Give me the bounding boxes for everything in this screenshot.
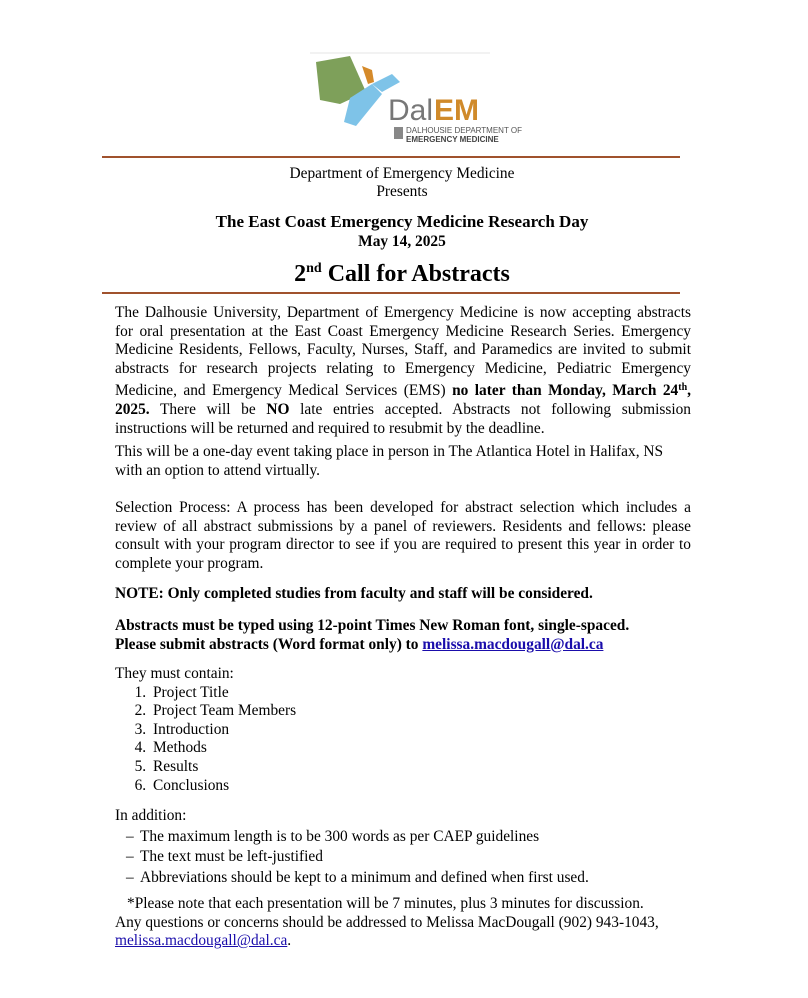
list-item: 5. Results [150, 758, 691, 777]
logo-subtitle-department: DALHOUSIE DEPARTMENT OF [406, 126, 523, 135]
list-item: 2. Project Team Members [150, 702, 691, 721]
list-item: 4. Methods [150, 739, 691, 758]
contact-text: Any questions or concerns should be addressed to Melissa MacDougall (902) 943-1043, [115, 913, 659, 931]
period: . [287, 932, 292, 950]
contents-label: They must contain: [115, 665, 234, 682]
presentation-note: *Please note that each presentation will be 7 minutes, plus 3 minutes for discussion. [127, 895, 644, 912]
list-item: 3. Introduction [150, 721, 691, 740]
svg-text:EM: EM [434, 94, 479, 127]
list-item: 1. Project Title [150, 684, 691, 703]
contents-list [115, 684, 691, 796]
svg-text:Dal: Dal [388, 94, 434, 127]
dalem-logo [310, 52, 523, 152]
selection-paragraph: Selection Process: A process has been developed for abstract selection which includes a review of all abstract submissions by a panel of reviewers. Residents and fellows: please consult with your program director to see if you are required to present this year in order to complete your program. [115, 499, 691, 572]
list-item: – The text must be left-justified [142, 848, 691, 867]
email-link[interactable]: melissa.macdougall@dal.ca [422, 635, 604, 653]
divider [102, 156, 680, 158]
list-item: – Abbreviations should be kept to a minimum and defined when first used. [142, 869, 691, 888]
addition-label: In addition: [115, 807, 187, 824]
intro-paragraph: The Dalhousie University, Department of Emergency Medicine is now accepting abstracts for oral presentation at the East Coast Emergency Medicine Research Series. Emergency Medicine Residents, Fellows, Faculty, Nurses, Staff, and Paramedics are invited to submit abstracts for research projects relating to Emergency Medicine, Pediatric Emergency Medicine, and Emergency Medical Services (EMS) no later than Monday, March 24th, 2025. There will be NO late entries accepted. Abstracts not following submission instructions will be returned and required to resubmit by the deadline. [115, 304, 691, 437]
footer-note [115, 895, 691, 951]
list-item: 6. Conclusions [150, 777, 691, 796]
addition-section [115, 807, 691, 887]
note-text: NOTE: Only completed studies from faculty and staff will be considered. [115, 585, 593, 602]
event-date: May 14, 2025 [358, 233, 446, 250]
logo-subtitle-emergency: EMERGENCY MEDICINE [406, 135, 499, 144]
page-title: 2nd Call for Abstracts [294, 261, 510, 287]
department-name: Department of Emergency Medicine [289, 165, 515, 182]
addition-list [115, 828, 691, 888]
event-title: The East Coast Emergency Medicine Research Day [215, 212, 589, 231]
list-item: – The maximum length is to be 300 words as per CAEP guidelines [142, 828, 691, 847]
venue-paragraph: This will be a one-day event taking place in person in The Atlantica Hotel in Halifax, NS with an option to attend virtually. [115, 443, 664, 479]
contact-email-link[interactable]: melissa.macdougall@dal.ca [115, 932, 288, 950]
presents-text: Presents [376, 183, 428, 200]
contents-section [115, 665, 691, 795]
divider [102, 292, 680, 294]
format-text: Abstracts must be typed using 12-point Times New Roman font, single-spaced. Please submit abstracts (Word format only) to melissa.macdougall@dal.ca [115, 617, 630, 653]
